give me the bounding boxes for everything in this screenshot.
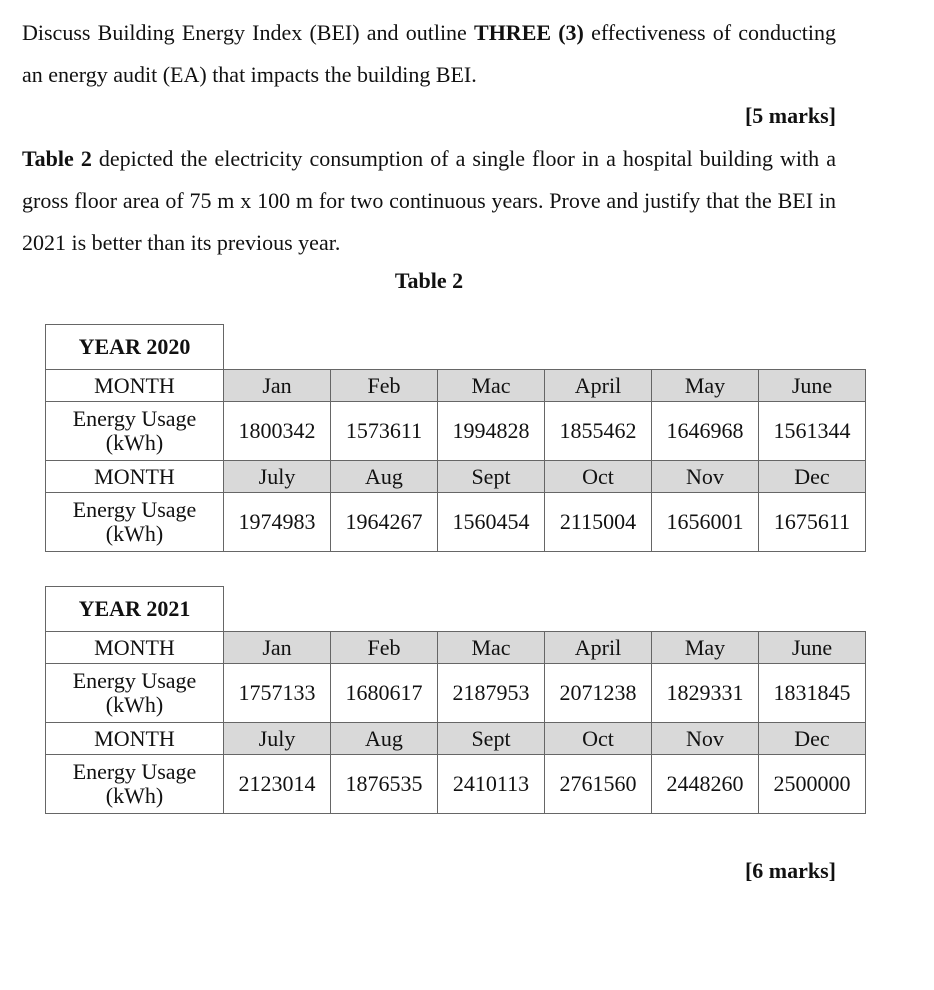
energy-value-cell: 2500000 xyxy=(759,755,866,814)
month-cell: May xyxy=(652,632,759,664)
energy-value-cell: 1573611 xyxy=(331,402,438,461)
energy-label-line2: (kWh) xyxy=(105,692,164,717)
energy-value-cell: 1994828 xyxy=(438,402,545,461)
energy-label-line1: Energy Usage xyxy=(72,406,197,431)
month-cell: Aug xyxy=(331,461,438,493)
question-2-table-ref: Table 2 xyxy=(22,146,92,171)
month-cell: Feb xyxy=(331,370,438,402)
month-row-label: MONTH xyxy=(46,461,224,493)
table-row xyxy=(46,664,866,723)
month-cell: Nov xyxy=(652,723,759,755)
question-1-emphasis: THREE (3) xyxy=(474,20,584,45)
month-cell: Aug xyxy=(331,723,438,755)
month-cell: Sept xyxy=(438,461,545,493)
table-row xyxy=(46,370,866,402)
energy-label-line1: Energy Usage xyxy=(72,668,197,693)
energy-value-cell: 1560454 xyxy=(438,493,545,552)
energy-value-cell: 1680617 xyxy=(331,664,438,723)
table-row xyxy=(46,493,866,552)
energy-value-cell: 1675611 xyxy=(759,493,866,552)
month-cell: Mac xyxy=(438,632,545,664)
question-2-text xyxy=(22,138,836,264)
energy-table-2020 xyxy=(45,324,866,552)
energy-value-cell: 2448260 xyxy=(652,755,759,814)
energy-label-line2: (kWh) xyxy=(105,783,164,808)
month-cell: Jan xyxy=(224,632,331,664)
energy-value-cell: 1646968 xyxy=(652,402,759,461)
month-cell: Dec xyxy=(759,461,866,493)
energy-label-line1: Energy Usage xyxy=(72,759,197,784)
month-cell: July xyxy=(224,461,331,493)
question-2-marks: [6 marks] xyxy=(744,858,836,883)
energy-value-cell: 2187953 xyxy=(438,664,545,723)
month-cell: June xyxy=(759,632,866,664)
energy-value-cell: 2123014 xyxy=(224,755,331,814)
energy-value-cell: 1831845 xyxy=(759,664,866,723)
question-1-intro: Discuss Building Energy Index (BEI) and outline xyxy=(22,20,475,45)
energy-value-cell: 1964267 xyxy=(331,493,438,552)
table-row xyxy=(46,632,866,664)
energy-value-cell: 2115004 xyxy=(545,493,652,552)
question-2-body: depicted the electricity consumption of a single floor in a hospital building with a gross floor area of 75 m x 100 m for two continuous years. Prove and justify that the BEI in 2021 is better than its previous year. xyxy=(22,146,836,255)
month-row-label: MONTH xyxy=(46,370,224,402)
month-cell: Oct xyxy=(545,461,652,493)
table-row xyxy=(46,723,866,755)
month-cell: April xyxy=(545,370,652,402)
month-row-label: MONTH xyxy=(46,632,224,664)
month-cell: June xyxy=(759,370,866,402)
month-cell: Jan xyxy=(224,370,331,402)
energy-value-cell: 1656001 xyxy=(652,493,759,552)
energy-value-cell: 1561344 xyxy=(759,402,866,461)
month-cell: May xyxy=(652,370,759,402)
month-cell: July xyxy=(224,723,331,755)
energy-value-cell: 1757133 xyxy=(224,664,331,723)
table-row xyxy=(46,755,866,814)
year-label: YEAR 2020 xyxy=(46,325,224,370)
question-1-rest: effectiveness of conducting an energy audit (EA) that impacts the building BEI. xyxy=(22,20,836,87)
energy-value-cell: 1800342 xyxy=(224,402,331,461)
energy-table-2021 xyxy=(45,586,866,814)
energy-value-cell: 1974983 xyxy=(224,493,331,552)
energy-label-line1: Energy Usage xyxy=(72,497,197,522)
energy-value-cell: 1829331 xyxy=(652,664,759,723)
energy-row-label xyxy=(46,664,224,723)
table-row xyxy=(46,461,866,493)
table-row xyxy=(46,402,866,461)
energy-value-cell: 2071238 xyxy=(545,664,652,723)
month-row-label: MONTH xyxy=(46,723,224,755)
month-cell: Oct xyxy=(545,723,652,755)
energy-value-cell: 2410113 xyxy=(438,755,545,814)
month-cell: April xyxy=(545,632,652,664)
month-cell: Mac xyxy=(438,370,545,402)
year-label: YEAR 2021 xyxy=(46,587,224,632)
energy-value-cell: 2761560 xyxy=(545,755,652,814)
energy-value-cell: 1855462 xyxy=(545,402,652,461)
table-caption: Table 2 xyxy=(394,268,464,293)
energy-row-label xyxy=(46,755,224,814)
energy-label-line2: (kWh) xyxy=(105,430,164,455)
question-1-marks: [5 marks] xyxy=(744,103,836,128)
energy-value-cell: 1876535 xyxy=(331,755,438,814)
energy-row-label xyxy=(46,493,224,552)
month-cell: Sept xyxy=(438,723,545,755)
month-cell: Feb xyxy=(331,632,438,664)
month-cell: Nov xyxy=(652,461,759,493)
energy-row-label xyxy=(46,402,224,461)
month-cell: Dec xyxy=(759,723,866,755)
question-1-text xyxy=(22,12,836,96)
energy-label-line2: (kWh) xyxy=(105,521,164,546)
